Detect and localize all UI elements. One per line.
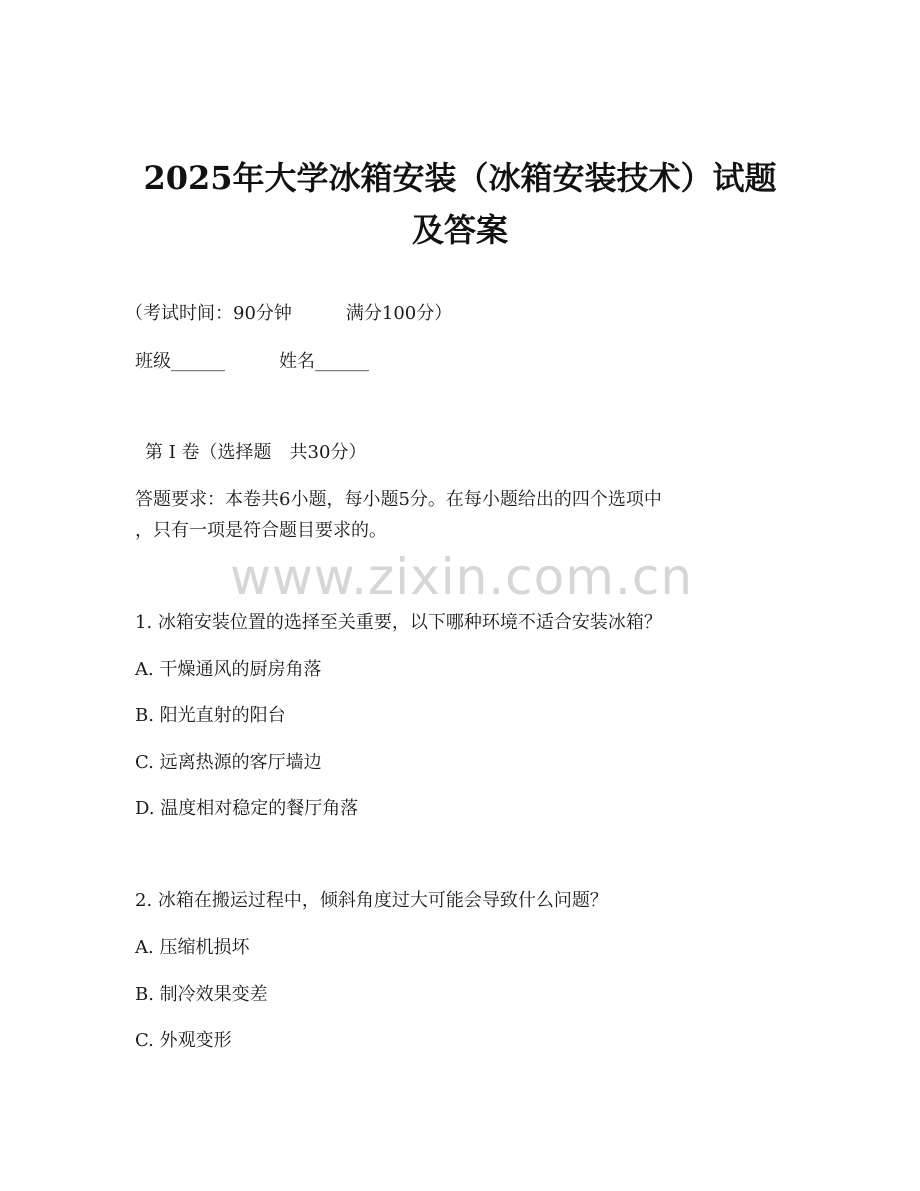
class-name-line: 班级______ 姓名______ xyxy=(135,351,369,372)
question-1-stem: 1. 冰箱安装位置的选择至关重要，以下哪种环境不适合安装冰箱？ xyxy=(135,612,662,633)
exam-info: （考试时间：90分钟 满分100分） xyxy=(125,303,453,324)
instructions-line-2: ，只有一项是符合题目要求的。 xyxy=(135,520,387,541)
title-line-1: 2025年大学冰箱安装（冰箱安装技术）试题 xyxy=(143,159,777,197)
question-2-option-a: A. 压缩机损坏 xyxy=(135,937,250,958)
section-title: 第 I 卷（选择题 共30分） xyxy=(145,442,367,463)
question-1-option-c: C. 远离热源的客厅墙边 xyxy=(135,752,322,773)
instructions-line-1: 答题要求：本卷共6小题，每小题5分。在每小题给出的四个选项中 xyxy=(135,489,662,510)
question-1-option-b: B. 阳光直射的阳台 xyxy=(135,705,286,726)
question-2-option-b: B. 制冷效果变差 xyxy=(135,984,268,1005)
question-1-option-d: D. 温度相对稳定的餐厅角落 xyxy=(135,798,359,819)
watermark: www.zixin.com.cn xyxy=(230,548,694,606)
question-2-stem: 2. 冰箱在搬运过程中，倾斜角度过大可能会导致什么问题？ xyxy=(135,890,608,911)
document-title xyxy=(60,152,860,256)
title-line-2: 及答案 xyxy=(411,211,508,249)
question-1-option-a: A. 干燥通风的厨房角落 xyxy=(135,659,322,680)
question-2-option-c: C. 外观变形 xyxy=(135,1030,232,1051)
